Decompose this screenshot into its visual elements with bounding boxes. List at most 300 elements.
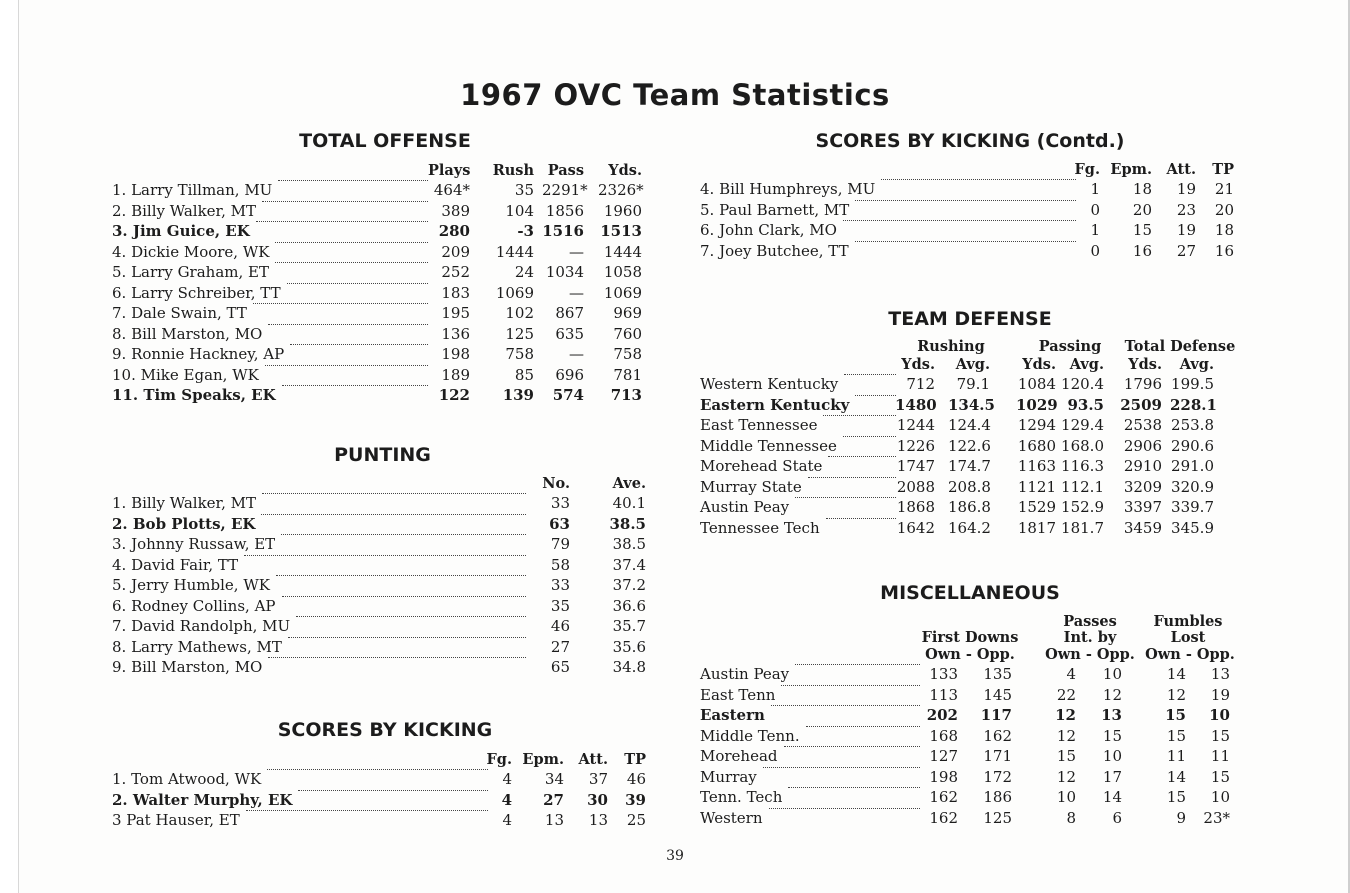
row-label: 5. Paul Barnett, MT (700, 200, 850, 219)
scores-by-kicking-contd-table (700, 161, 1245, 261)
table-cell: 15 (1165, 706, 1186, 724)
dot-leader (855, 200, 1076, 201)
table-cell: 11 (1210, 747, 1230, 765)
column-header: Rush (492, 162, 534, 179)
table-row (700, 685, 1245, 706)
table-cell: 2906 (1123, 436, 1162, 455)
row-label: 2. Walter Murphy, EK (112, 790, 293, 809)
table-cell: 65 (550, 658, 570, 676)
row-label: Austin Peay (700, 665, 790, 683)
row-label: East Tenn (700, 685, 776, 704)
table-cell: 1 (1090, 180, 1100, 198)
dot-leader (795, 664, 920, 665)
table-cell: 12 (1056, 726, 1076, 745)
table-cell: 129.4 (1061, 416, 1104, 434)
table-cell: 1642 (896, 518, 935, 537)
punting-heading: PUNTING (334, 444, 431, 466)
table-cell: 12 (1056, 767, 1076, 786)
table-cell: 290.6 (1171, 436, 1214, 455)
table-row (700, 705, 1245, 726)
table-cell: 10 (1210, 788, 1230, 806)
row-label: Middle Tenn. (700, 726, 800, 745)
table-cell: 15 (1166, 788, 1186, 806)
row-label: 3. Jim Guice, EK (112, 222, 250, 240)
table-row (700, 220, 1245, 241)
table-cell: 63 (549, 514, 570, 533)
table-cell: 1294 (1017, 416, 1056, 434)
table-row (112, 344, 657, 365)
table-row (700, 497, 1245, 518)
row-label: 1. Billy Walker, MT (112, 494, 256, 512)
dot-leader (843, 220, 1076, 221)
dot-leader (281, 534, 526, 535)
table-cell: 2291* (542, 181, 588, 199)
row-label: 7. Dale Swain, TT (112, 304, 247, 322)
table-cell: 27 (543, 790, 564, 809)
table-cell: 168.0 (1061, 436, 1104, 455)
table-cell: 16 (1132, 241, 1152, 260)
table-cell: 122 (438, 386, 470, 404)
scores-by-kicking-heading: SCORES BY KICKING (277, 719, 493, 741)
table-cell: 2910 (1123, 457, 1162, 475)
table-cell: 37.2 (612, 576, 646, 594)
total-offense-table (112, 162, 657, 406)
dot-leader (806, 726, 920, 727)
table-cell: 171 (983, 747, 1012, 765)
scores-by-kicking-contd-heading: SCORES BY KICKING (Contd.) (815, 130, 1125, 152)
table-cell: 464* (433, 181, 470, 199)
table-row (112, 180, 657, 201)
dot-leader (808, 477, 896, 478)
dot-leader (771, 705, 920, 706)
dot-leader (298, 790, 488, 791)
table-cell: 85 (514, 365, 534, 384)
table-row (700, 456, 1245, 477)
table-cell: 4 (502, 770, 512, 788)
table-cell: 2538 (1123, 416, 1162, 434)
table-cell: 15 (1166, 726, 1186, 745)
table-cell: 3459 (1123, 518, 1162, 537)
total-offense-heading: TOTAL OFFENSE (299, 130, 471, 152)
table-cell: 35.7 (612, 617, 646, 635)
table-row (112, 242, 657, 263)
table-cell: 2326* (598, 181, 644, 199)
table-row (112, 555, 657, 576)
row-label: 3. Johnny Russaw, ET (112, 535, 276, 553)
table-cell: 574 (552, 386, 584, 404)
table-cell: 635 (555, 324, 584, 343)
row-label: 11. Tim Speaks, EK (112, 386, 276, 404)
table-cell: 4 (502, 811, 512, 829)
dot-leader (278, 180, 428, 181)
row-label: Tennessee Tech (700, 518, 820, 537)
table-cell: 22 (1056, 685, 1076, 704)
table-cell: 127 (929, 747, 958, 765)
table-cell: 19 (1176, 180, 1196, 198)
table-cell: 34 (544, 770, 564, 788)
table-cell: 713 (610, 386, 642, 404)
column-header: TP (1212, 161, 1234, 178)
table-cell: 1796 (1123, 375, 1162, 393)
table-cell: 46 (550, 617, 570, 635)
column-header: Own - Opp. (1145, 646, 1235, 663)
table-cell: 19 (1176, 221, 1196, 239)
column-header: Ave. (612, 475, 646, 492)
table-cell: 1680 (1017, 436, 1056, 455)
dot-leader (262, 201, 428, 202)
dot-leader (828, 456, 896, 457)
row-label: Tenn. Tech (700, 788, 783, 806)
table-cell: 1084 (1017, 375, 1056, 393)
table-cell: 112.1 (1061, 477, 1104, 496)
table-row (112, 221, 657, 242)
table-cell: 1747 (896, 457, 935, 475)
table-cell: 181.7 (1061, 518, 1104, 537)
table-cell: 27 (550, 637, 570, 656)
table-cell: 35 (550, 596, 570, 615)
table-cell: 102 (505, 304, 534, 322)
team-defense-heading: TEAM DEFENSE (888, 308, 1052, 330)
dot-leader (881, 179, 1076, 180)
table-row (700, 241, 1245, 262)
column-header: Yds. (608, 162, 642, 179)
table-cell: 208.8 (948, 477, 991, 496)
table-cell: 20 (1214, 200, 1234, 219)
table-cell: 17 (1102, 767, 1122, 786)
row-label: Morehead State (700, 457, 823, 475)
team-defense-table (700, 338, 1245, 538)
dot-leader (826, 518, 896, 519)
table-cell: 18 (1214, 221, 1234, 239)
column-header-row (112, 751, 657, 769)
table-row (112, 790, 657, 811)
row-label: Middle Tennessee (700, 436, 837, 455)
dot-leader (275, 262, 428, 263)
row-label: 6. Larry Schreiber, TT (112, 283, 281, 302)
table-cell: 174.7 (948, 457, 991, 475)
group-header: Int. by (1063, 629, 1117, 646)
table-cell: 1856 (545, 201, 584, 220)
group-header: Lost (1170, 629, 1206, 646)
row-label: 2. Billy Walker, MT (112, 201, 256, 220)
row-label: 5. Larry Graham, ET (112, 263, 269, 281)
column-header: Avg. (1179, 356, 1214, 373)
table-cell: 37.4 (612, 555, 646, 574)
table-cell: 37 (588, 770, 608, 788)
dot-leader (855, 395, 896, 396)
table-row (700, 395, 1245, 416)
table-cell: 27 (1176, 241, 1196, 260)
column-header: Own - Opp. (1045, 646, 1135, 663)
table-cell: 58 (550, 555, 570, 574)
table-cell: 2509 (1120, 395, 1162, 414)
group-header: Rushing (917, 338, 985, 355)
table-cell: 30 (587, 790, 608, 809)
row-label: Murray State (700, 477, 802, 496)
table-cell: 164.2 (948, 518, 991, 537)
table-cell: 18 (1132, 180, 1152, 198)
row-label: 3 Pat Hauser, ET (112, 811, 240, 829)
table-cell: 9 (1176, 808, 1186, 827)
dot-leader (855, 241, 1076, 242)
column-header: Epm. (1110, 161, 1152, 178)
table-cell: 199.5 (1171, 375, 1214, 393)
table-cell: 198 (441, 345, 470, 363)
page-number: 39 (666, 848, 684, 864)
table-cell: 1444 (495, 242, 534, 261)
column-header-row (112, 162, 657, 180)
table-row (700, 200, 1245, 221)
group-header: Total Defense (1124, 338, 1236, 355)
table-cell: 36.6 (612, 596, 646, 615)
table-cell: 760 (613, 324, 642, 343)
dot-leader (290, 344, 428, 345)
row-label: 1. Larry Tillman, MU (112, 181, 273, 199)
table-cell: 35 (514, 181, 534, 199)
table-cell: 34.8 (612, 658, 646, 676)
group-header: Fumbles (1153, 613, 1223, 630)
table-cell: 16 (1214, 241, 1234, 260)
table-cell: 1868 (896, 498, 935, 516)
row-label: 9. Bill Marston, MO (112, 658, 263, 676)
row-label: Western Kentucky (700, 375, 839, 393)
row-label: Murray (700, 767, 757, 786)
row-label: Austin Peay (700, 498, 790, 516)
table-cell: 168 (929, 726, 958, 745)
table-cell: 781 (613, 365, 642, 384)
table-row (112, 303, 657, 324)
table-cell: 139 (502, 386, 534, 404)
table-cell: 40.1 (612, 494, 646, 512)
table-cell: 1069 (603, 283, 642, 302)
row-label: 1. Tom Atwood, WK (112, 770, 262, 788)
group-header: Passing (1038, 338, 1102, 355)
dot-leader (268, 324, 428, 325)
table-row (112, 810, 657, 831)
table-cell: 195 (441, 304, 470, 322)
table-cell: 1480 (895, 395, 937, 414)
column-header: Yds. (1128, 356, 1162, 373)
column-header-row (700, 646, 1245, 664)
table-cell: 1513 (600, 222, 642, 240)
table-cell: 183 (441, 283, 470, 302)
table-cell: 20 (1132, 200, 1152, 219)
table-cell: 252 (441, 263, 470, 281)
dot-leader (268, 657, 526, 658)
table-cell: 3397 (1123, 498, 1162, 516)
table-cell: 35.6 (612, 637, 646, 656)
column-header: Yds. (901, 356, 935, 373)
table-cell: 12 (1055, 706, 1076, 724)
column-header: Plays (428, 162, 471, 179)
table-cell: 134.5 (948, 395, 995, 414)
table-row (112, 657, 657, 678)
column-header-row (112, 475, 657, 493)
table-cell: 38.5 (612, 535, 646, 553)
table-cell: 162 (983, 726, 1012, 745)
table-row (700, 787, 1245, 808)
table-cell: 21 (1214, 180, 1234, 198)
table-cell: 10 (1102, 747, 1122, 765)
dot-leader (262, 493, 526, 494)
table-cell: 1163 (1017, 457, 1056, 475)
table-cell: 0 (1090, 241, 1100, 260)
table-cell: 12 (1166, 685, 1186, 704)
table-row (112, 283, 657, 304)
table-cell: 79.1 (956, 375, 990, 393)
table-cell: 46 (626, 770, 646, 788)
table-cell: 12 (1102, 685, 1122, 704)
table-cell: 1034 (545, 263, 584, 281)
table-cell: 1069 (495, 283, 534, 302)
table-cell: 189 (441, 365, 470, 384)
table-cell: 11 (1166, 747, 1186, 765)
table-row (700, 726, 1245, 747)
table-cell: 145 (983, 685, 1012, 704)
column-header: Att. (578, 751, 608, 768)
column-header: Att. (1166, 161, 1196, 178)
row-label: 9. Ronnie Hackney, AP (112, 345, 285, 363)
table-row (112, 493, 657, 514)
column-header-row (700, 161, 1245, 179)
table-cell: 125 (983, 808, 1012, 827)
row-label: Eastern Kentucky (700, 395, 850, 414)
table-cell: 389 (441, 201, 470, 220)
group-header-row (700, 338, 1245, 356)
table-cell: 339.7 (1171, 498, 1214, 516)
column-header: Fg. (1074, 161, 1100, 178)
row-label: 7. David Randolph, MU (112, 617, 291, 635)
row-label: 7. Joey Butchee, TT (700, 241, 849, 260)
table-cell: 172 (983, 767, 1012, 786)
table-cell: 125 (505, 324, 534, 343)
table-cell: 13 (1101, 706, 1122, 724)
table-cell: 23* (1203, 808, 1230, 827)
table-cell: 186 (983, 788, 1012, 806)
table-row (112, 637, 657, 658)
dot-leader (265, 365, 428, 366)
table-cell: 33 (550, 494, 570, 512)
table-cell: 228.1 (1170, 395, 1217, 414)
table-row (112, 201, 657, 222)
table-row (112, 514, 657, 535)
table-row (700, 664, 1245, 685)
row-label: 6. John Clark, MO (700, 221, 837, 239)
row-label: Western (700, 808, 763, 827)
table-cell: 320.9 (1171, 477, 1214, 496)
column-header-row (700, 356, 1245, 374)
table-cell: 8 (1066, 808, 1076, 827)
table-row (112, 596, 657, 617)
table-cell: 25 (626, 811, 646, 829)
row-label: 8. Bill Marston, MO (112, 324, 263, 343)
dot-leader (788, 787, 920, 788)
table-cell: 345.9 (1171, 518, 1214, 537)
dot-leader (781, 685, 920, 686)
table-cell: 1817 (1017, 518, 1056, 537)
dot-leader (287, 283, 428, 284)
column-header: Avg. (955, 356, 990, 373)
table-cell: 39 (625, 790, 646, 809)
table-cell: 1444 (603, 242, 642, 261)
dot-leader (267, 769, 488, 770)
table-row (700, 415, 1245, 436)
table-cell: 104 (505, 201, 534, 220)
table-cell: 152.9 (1061, 498, 1104, 516)
table-cell: 13 (1210, 665, 1230, 683)
table-cell: 13 (544, 811, 564, 829)
table-cell: 712 (906, 375, 935, 393)
row-label: 10. Mike Egan, WK (112, 365, 259, 384)
dot-leader (253, 303, 428, 304)
table-row (700, 477, 1245, 498)
dot-leader (288, 637, 526, 638)
table-cell: 0 (1090, 200, 1100, 219)
table-cell: 1029 (1016, 395, 1058, 414)
dot-leader (261, 514, 526, 515)
table-cell: 135 (983, 665, 1012, 683)
table-row (700, 767, 1245, 788)
row-label: Eastern (700, 706, 765, 724)
table-cell: 4 (501, 790, 512, 809)
row-label: 4. Bill Humphreys, MU (700, 180, 876, 198)
table-cell: 1058 (603, 263, 642, 281)
row-label: Morehead (700, 747, 778, 765)
table-row (112, 769, 657, 790)
row-label: 5. Jerry Humble, WK (112, 576, 270, 594)
dot-leader (246, 810, 488, 811)
table-cell: 867 (555, 304, 584, 322)
table-cell: — (569, 283, 584, 302)
table-cell: 1121 (1017, 477, 1056, 496)
table-cell: 162 (929, 808, 958, 827)
dot-leader (276, 575, 526, 576)
table-cell: 291.0 (1171, 457, 1214, 475)
column-header: No. (542, 475, 570, 492)
dot-leader (769, 808, 920, 809)
dot-leader (784, 746, 920, 747)
table-row (112, 616, 657, 637)
table-cell: 3209 (1123, 477, 1162, 496)
table-row (112, 262, 657, 283)
table-cell: -3 (517, 222, 534, 240)
table-cell: 116.3 (1061, 457, 1104, 475)
table-cell: 15 (1210, 726, 1230, 745)
table-cell: 696 (555, 365, 584, 384)
table-cell: 19 (1210, 685, 1230, 704)
table-cell: 23 (1176, 200, 1196, 219)
dot-leader (275, 242, 428, 243)
table-cell: — (569, 242, 584, 261)
page-title: 1967 OVC Team Statistics (460, 78, 890, 112)
table-cell: 1960 (603, 201, 642, 220)
dot-leader (795, 497, 896, 498)
table-cell: 24 (514, 263, 534, 281)
column-header: Avg. (1069, 356, 1104, 373)
table-cell: 113 (929, 685, 958, 704)
dot-leader (282, 596, 526, 597)
table-cell: 14 (1102, 788, 1122, 806)
table-cell: 133 (929, 665, 958, 683)
table-cell: 2088 (896, 477, 935, 496)
table-cell: 186.8 (948, 498, 991, 516)
table-row (112, 575, 657, 596)
dot-leader (256, 221, 428, 222)
table-cell: 15 (1102, 726, 1122, 745)
miscellaneous-heading: MISCELLANEOUS (880, 582, 1060, 604)
column-header: Pass (547, 162, 584, 179)
row-label: East Tennessee (700, 416, 818, 434)
